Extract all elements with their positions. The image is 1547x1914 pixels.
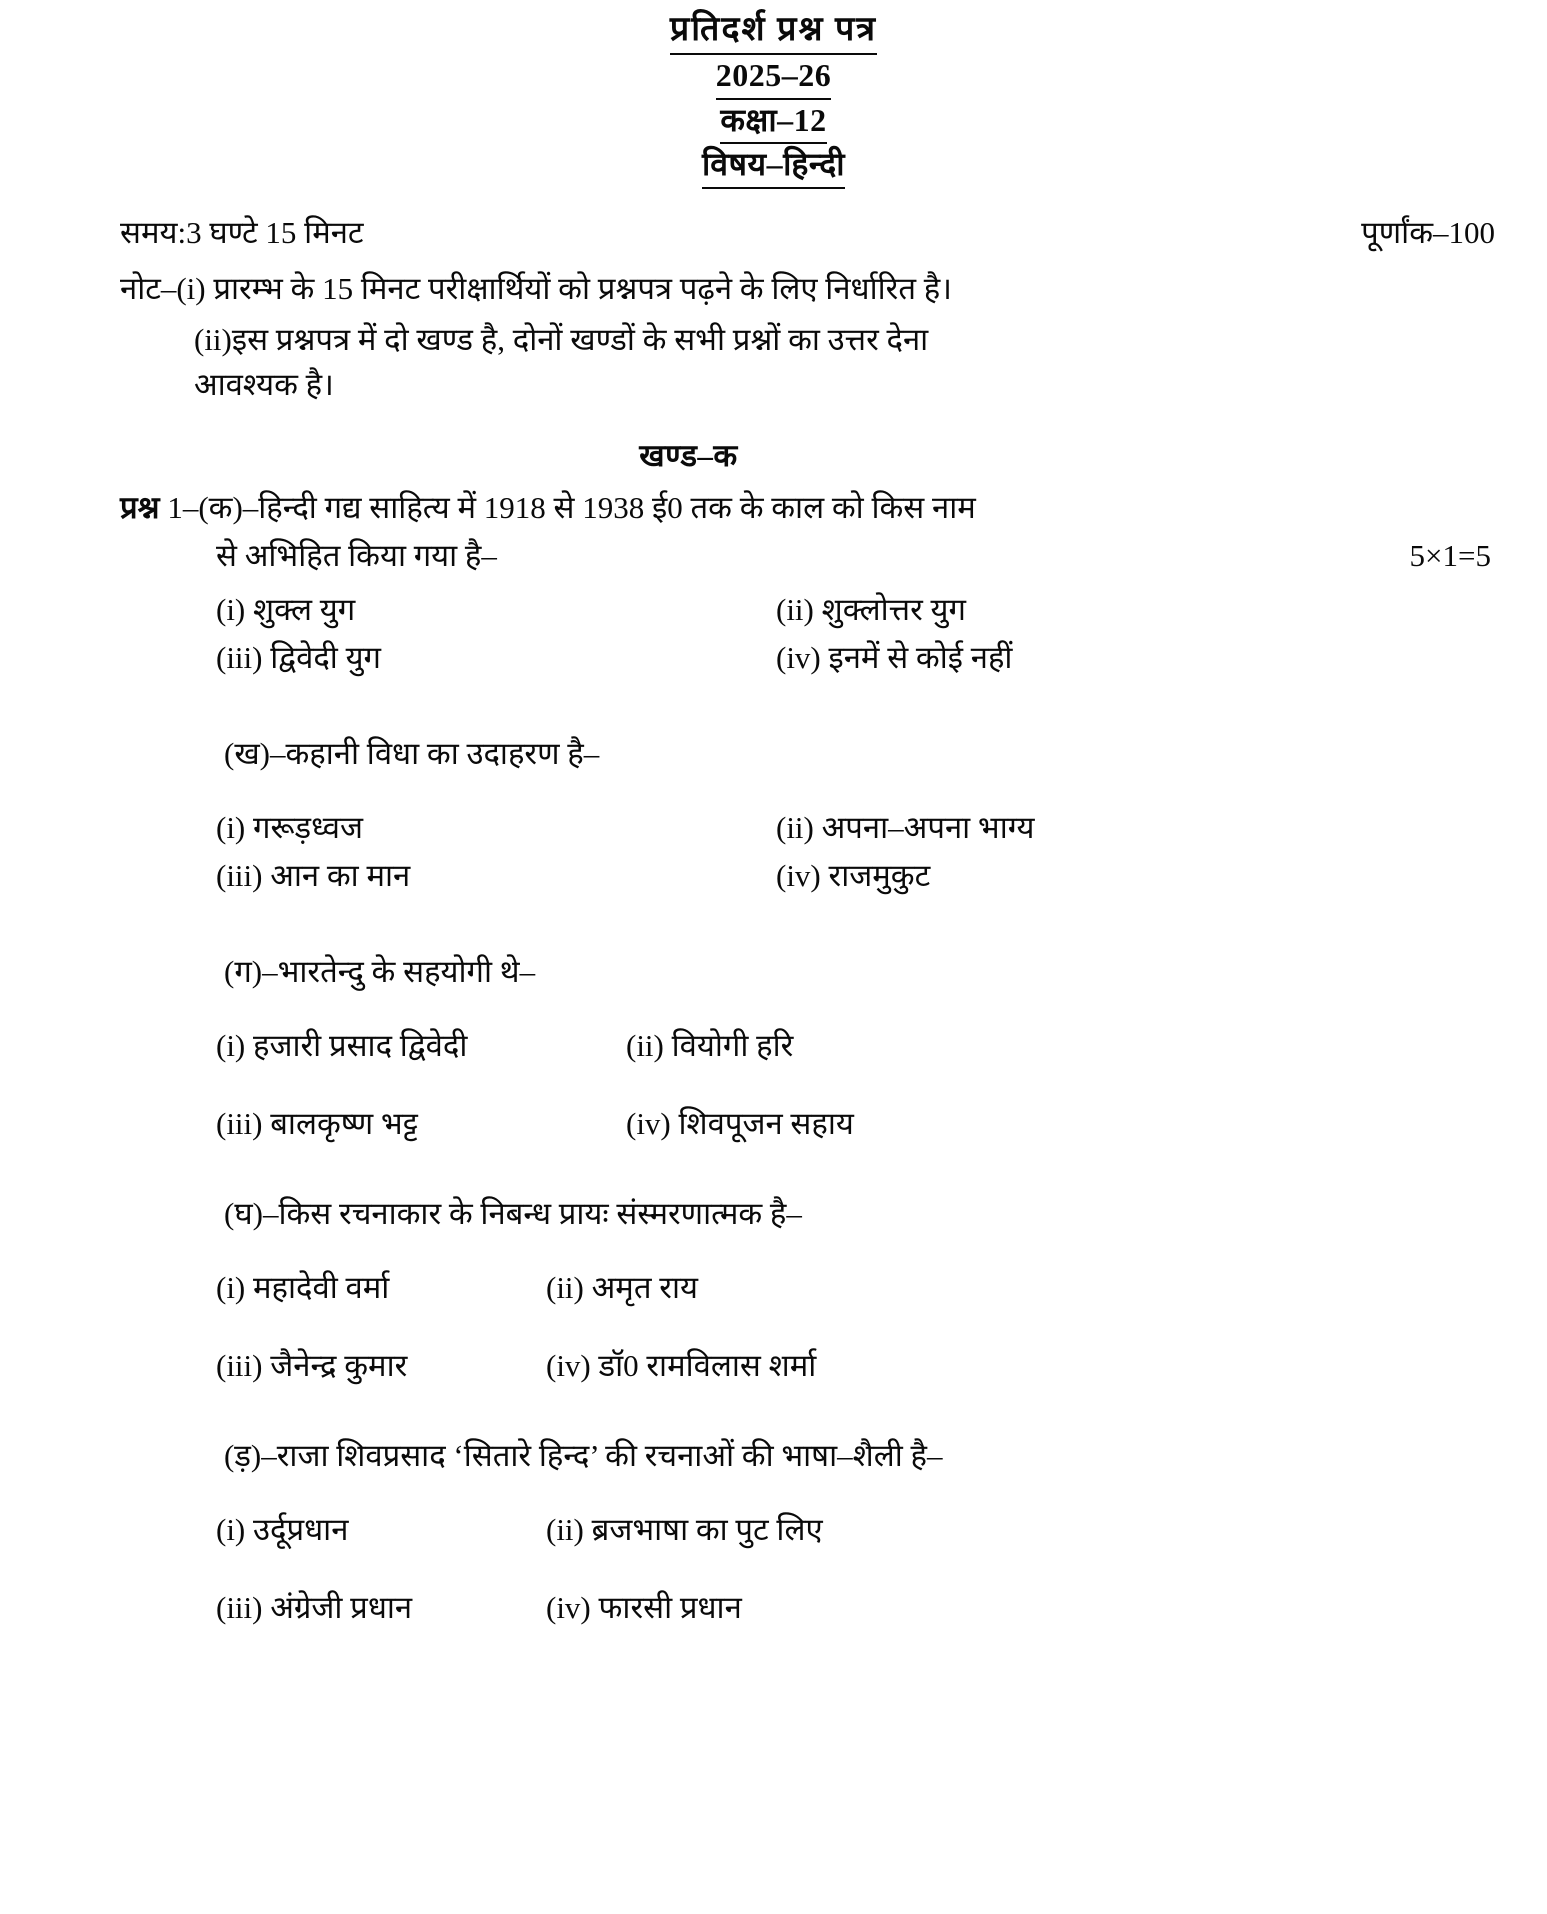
option-item[interactable]: (iv) राजमुकुट (776, 857, 931, 893)
option-item[interactable]: (iii) बालकृष्ण भट्ट (216, 1105, 418, 1141)
paper-title: प्रतिदर्श प्रश्न पत्र (670, 8, 877, 55)
option-item[interactable]: (ii) अपना–अपना भाग्य (776, 809, 1035, 845)
instructions-block (120, 267, 1487, 408)
question-1-stem-text: 1–(क)–हिन्दी गद्य साहित्य में 1918 से 1938 ई0 तक के काल को किस नाम (167, 489, 976, 525)
option-row (216, 854, 1497, 898)
question-1-stem-text-continued: से अभिहित किया गया है– (216, 537, 497, 573)
option-item[interactable]: (i) शुक्ल युग (216, 591, 356, 627)
question-1-part-gha-options (216, 1266, 1497, 1388)
question-1-stem-line-2 (216, 534, 1497, 578)
option-item[interactable]: (i) महादेवी वर्मा (216, 1269, 390, 1305)
question-1-part-ka-options (216, 588, 1497, 680)
option-row (216, 1024, 1497, 1068)
question-1-part-nga-stem: (ड़)–राजा शिवप्रसाद ‘सितारे हिन्द’ की रचनाओं की भाषा–शैली है– (224, 1437, 943, 1473)
paper-meta-row (120, 211, 1495, 253)
question-1-part-ga-options (216, 1024, 1497, 1146)
question-1-part-gha-stem: (घ)–किस रचनाकार के निबन्ध प्रायः संस्मरणात्मक है– (224, 1195, 802, 1231)
question-1-marks: 5×1=5 (1409, 537, 1491, 573)
question-1-stem-line-1 (120, 486, 1497, 530)
question-1 (120, 486, 1497, 1630)
section-heading: खण्ड–क (639, 437, 738, 473)
question-1-label: प्रश्न (120, 489, 160, 525)
option-row (216, 588, 1497, 632)
paper-year: 2025–26 (716, 55, 832, 100)
option-item[interactable]: (iii) जैनेन्द्र कुमार (216, 1347, 408, 1383)
paper-title-line (0, 8, 1547, 55)
instruction-item-1: नोट–(i) प्रारम्भ के 15 मिनट परीक्षार्थियों को प्रश्नपत्र पढ़ने के लिए निर्धारित है। (120, 270, 952, 306)
maximum-marks: पूर्णांक–100 (1361, 214, 1495, 250)
option-item[interactable]: (i) गरूड़ध्वज (216, 809, 364, 845)
paper-class: कक्षा–12 (720, 100, 826, 145)
option-row (216, 806, 1497, 850)
option-item[interactable]: (ii) वियोगी हरि (626, 1027, 794, 1063)
instruction-item-2: (ii)इस प्रश्नपत्र में दो खण्ड है, दोनों खण्डों के सभी प्रश्नों का उत्तर देना (194, 321, 929, 357)
option-item[interactable]: (i) हजारी प्रसाद द्विवेदी (216, 1027, 468, 1063)
question-1-part-nga-options (216, 1508, 1497, 1630)
question-1-part-ga-stem: (ग)–भारतेन्दु के सहयोगी थे– (224, 953, 536, 989)
option-item[interactable]: (iv) इनमें से कोई नहीं (776, 639, 1013, 675)
option-item[interactable]: (iii) आन का मान (216, 857, 411, 893)
option-row (216, 1266, 1497, 1310)
option-item[interactable]: (iv) शिवपूजन सहाय (626, 1105, 854, 1141)
question-1-part-kha-stem: (ख)–कहानी विधा का उदाहरण है– (224, 735, 600, 771)
option-item[interactable]: (iv) फारसी प्रधान (546, 1590, 742, 1626)
option-item[interactable]: (iv) डॉ0 रामविलास शर्मा (546, 1347, 817, 1383)
option-row (216, 636, 1497, 680)
option-item[interactable]: (iii) द्विवेदी युग (216, 639, 381, 675)
paper-year-line (0, 55, 1547, 100)
option-item[interactable]: (ii) अमृत राय (546, 1269, 698, 1305)
instruction-item-2-continued: आवश्यक है। (194, 366, 334, 402)
paper-subject: विषय–हिन्दी (702, 144, 845, 189)
option-row (216, 1344, 1497, 1388)
paper-class-line (0, 100, 1547, 145)
option-row (216, 1586, 1497, 1630)
option-item[interactable]: (iii) अंग्रेजी प्रधान (216, 1590, 413, 1626)
paper-heading (0, 0, 1547, 189)
option-item[interactable]: (ii) शुक्लोत्तर युग (776, 591, 966, 627)
exam-duration: समय:3 घण्टे 15 मिनट (120, 214, 364, 250)
question-1-part-kha-options (216, 806, 1497, 898)
option-item[interactable]: (i) उर्दूप्रधान (216, 1512, 349, 1547)
option-row (216, 1102, 1497, 1146)
paper-subject-line (0, 144, 1547, 189)
option-row (216, 1508, 1497, 1552)
option-item[interactable]: (ii) ब्रजभाषा का पुट लिए (546, 1512, 823, 1547)
